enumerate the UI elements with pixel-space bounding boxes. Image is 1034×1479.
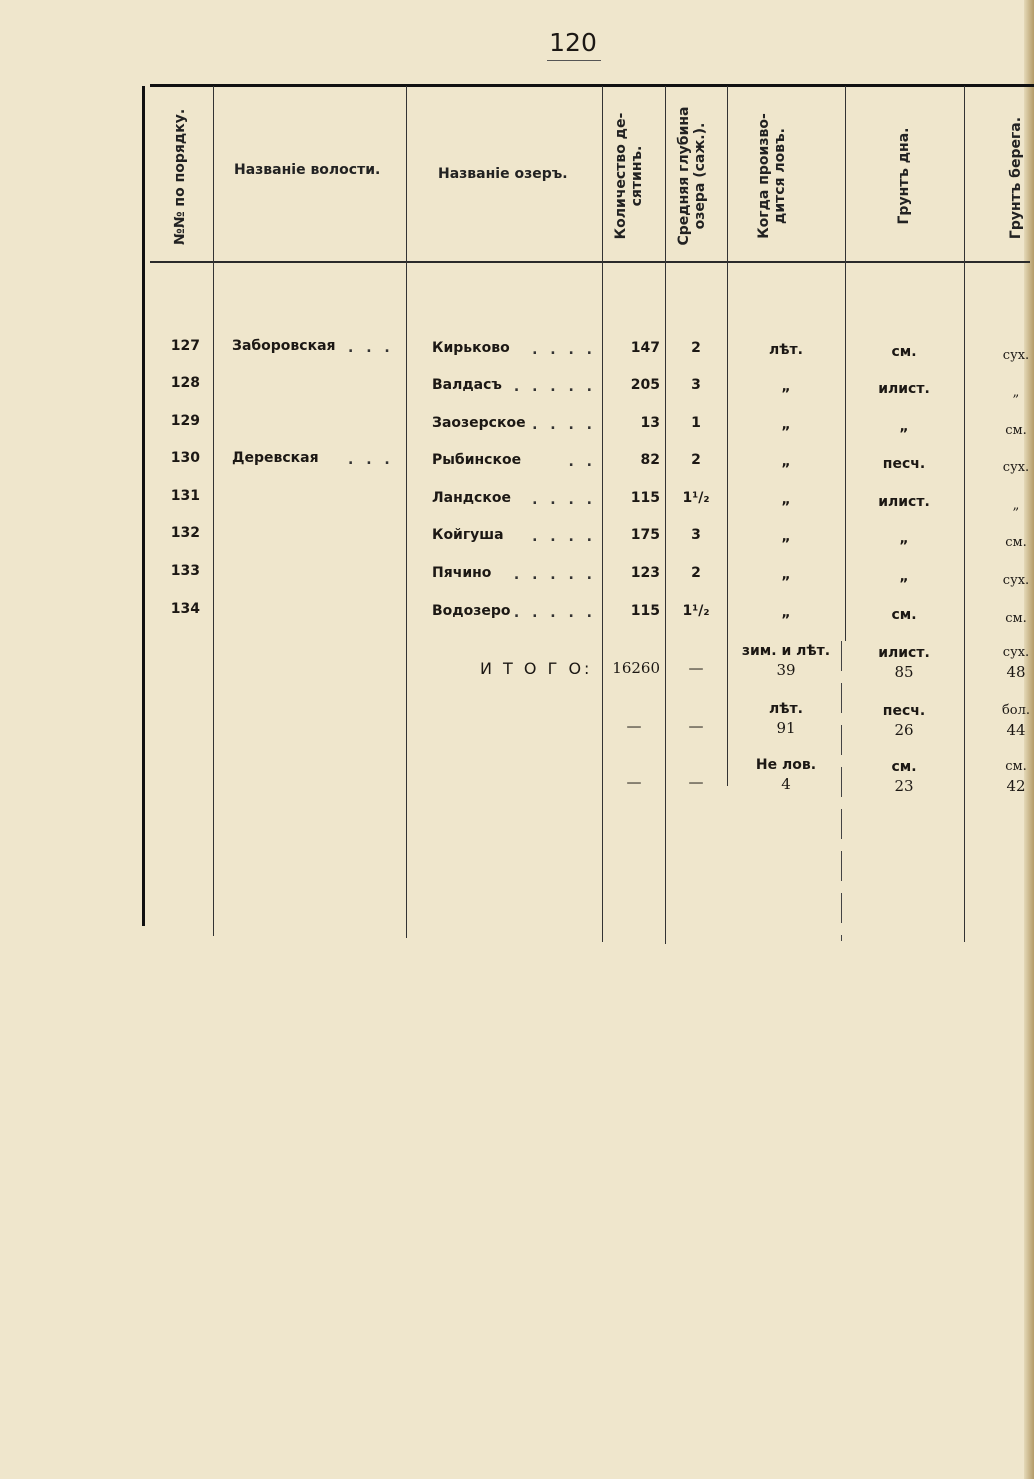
column-rule (142, 86, 145, 926)
row-shore: сух. (1002, 460, 1030, 475)
row-number: 131 (170, 488, 200, 504)
column-rule (406, 86, 407, 938)
total-when-count: 91 (776, 719, 796, 737)
total-when-label: лѣт. (769, 701, 803, 717)
row-bottom: „ (899, 419, 909, 435)
row-area: 123 (630, 565, 660, 581)
row-bottom: „ (899, 569, 909, 585)
row-lake: Заозерское (432, 415, 526, 431)
table-header-rule (150, 261, 1030, 263)
row-when: „ (781, 454, 791, 470)
row-volost: Деревская (232, 450, 319, 466)
row-depth: 1¹/₂ (682, 490, 710, 506)
total-when-label: Не лов. (755, 757, 817, 773)
row-area: 147 (630, 340, 660, 356)
column-rule (845, 86, 846, 641)
row-lake: Кирьково (432, 340, 510, 356)
row-shore: см. (1005, 611, 1027, 626)
column-rule (665, 86, 666, 944)
row-when: „ (781, 605, 791, 621)
total-group-depth: — (688, 773, 704, 791)
row-bottom: см. (891, 607, 917, 623)
row-shore: сух. (1002, 573, 1030, 588)
row-number: 134 (170, 601, 200, 617)
row-bottom: „ (899, 531, 909, 547)
header-volost: Названіе волости. (234, 162, 381, 178)
row-lake-dots: . . . . . (513, 379, 596, 395)
total-shore-count: 48 (1006, 663, 1026, 681)
total-shore-label: сух. (1002, 645, 1030, 660)
table-top-rule (150, 84, 1034, 87)
row-area: 175 (630, 527, 660, 543)
total-bottom-count: 85 (894, 663, 914, 681)
column-rule (727, 86, 728, 786)
header-shore: Грунтъ берега. (1008, 116, 1024, 240)
row-bottom: илист. (878, 381, 930, 397)
row-lake-dots: . . . . . (513, 605, 596, 621)
row-bottom: песч. (882, 456, 926, 472)
total-group-area: — (626, 717, 642, 735)
total-label: И Т О Г О: (480, 659, 593, 678)
total-group-depth: — (688, 717, 704, 735)
total-when-label: зим. и лѣт. (741, 643, 831, 659)
row-area: 115 (630, 603, 660, 619)
row-lake-dots: . . . . (532, 417, 596, 433)
row-when: „ (781, 529, 791, 545)
row-depth: 1¹/₂ (682, 603, 710, 619)
total-shore-count: 42 (1006, 777, 1026, 795)
row-depth: 1 (691, 415, 701, 431)
row-when: „ (781, 417, 791, 433)
row-volost: Заборовская (232, 338, 336, 354)
row-volost-dots: . . . (348, 452, 394, 468)
total-shore-label: бол. (1001, 703, 1031, 718)
row-number: 132 (170, 525, 200, 541)
total-depth: — (688, 659, 704, 677)
column-rule (213, 86, 214, 936)
header-bottom: Грунтъ дна. (896, 127, 912, 225)
column-rule (964, 86, 965, 942)
row-when: „ (781, 492, 791, 508)
row-number: 128 (170, 375, 200, 391)
row-shore: см. (1005, 535, 1027, 550)
row-when: „ (781, 379, 791, 395)
row-shore: „ (1012, 385, 1020, 400)
row-lake-dots: . . . . . (513, 567, 596, 583)
row-shore: сух. (1002, 348, 1030, 363)
row-when: лѣт. (769, 342, 803, 358)
row-lake: Койгуша (432, 527, 504, 543)
row-number: 133 (170, 563, 200, 579)
total-area: 16260 (612, 659, 660, 677)
total-bottom-count: 26 (894, 721, 914, 739)
lakes-table (150, 84, 1034, 944)
row-lake-dots: . . . . (532, 342, 596, 358)
total-group-area: — (626, 773, 642, 791)
row-bottom: илист. (878, 494, 930, 510)
header-number: №№ по порядку. (172, 108, 188, 246)
row-area: 115 (630, 490, 660, 506)
total-shore-label: см. (1005, 759, 1027, 774)
header-depth: Средняя глубина озера (саж.). (676, 106, 708, 246)
row-lake: Ландское (432, 490, 511, 506)
row-lake: Рыбинское (432, 452, 522, 468)
row-volost-dots: . . . (348, 340, 394, 356)
row-depth: 3 (691, 377, 701, 393)
page-number-rule (547, 60, 601, 61)
total-bottom-count: 23 (894, 777, 914, 795)
row-depth: 2 (691, 452, 701, 468)
header-when: Когда произво- дится ловъ. (756, 113, 788, 239)
row-area: 205 (630, 377, 660, 393)
row-depth: 2 (691, 565, 701, 581)
row-lake-dots: . . . . (532, 529, 596, 545)
row-number: 130 (170, 450, 200, 466)
total-bottom-label: песч. (882, 703, 926, 719)
row-when: „ (781, 567, 791, 583)
row-shore: см. (1005, 423, 1027, 438)
row-area: 82 (640, 452, 660, 468)
row-area: 13 (640, 415, 660, 431)
total-when-count: 4 (781, 775, 791, 793)
row-lake: Пячино (432, 565, 492, 581)
total-when-count: 39 (776, 661, 796, 679)
page-number: 120 (549, 28, 597, 57)
header-lake: Названіе озеръ. (438, 166, 568, 182)
row-shore: „ (1012, 498, 1020, 513)
total-bottom-label: илист. (878, 645, 930, 661)
row-number: 129 (170, 413, 200, 429)
row-lake: Валдасъ (432, 377, 502, 393)
row-depth: 3 (691, 527, 701, 543)
row-number: 127 (170, 338, 200, 354)
total-bottom-label: см. (891, 759, 917, 775)
column-rule (602, 86, 603, 942)
row-bottom: см. (891, 344, 917, 360)
row-lake-dots: . . . . (532, 492, 596, 508)
row-depth: 2 (691, 340, 701, 356)
total-shore-count: 44 (1006, 721, 1026, 739)
row-lake-dots: . . (568, 454, 596, 470)
header-area: Количество де- сятинъ. (613, 112, 645, 240)
row-lake: Водозеро (432, 603, 511, 619)
